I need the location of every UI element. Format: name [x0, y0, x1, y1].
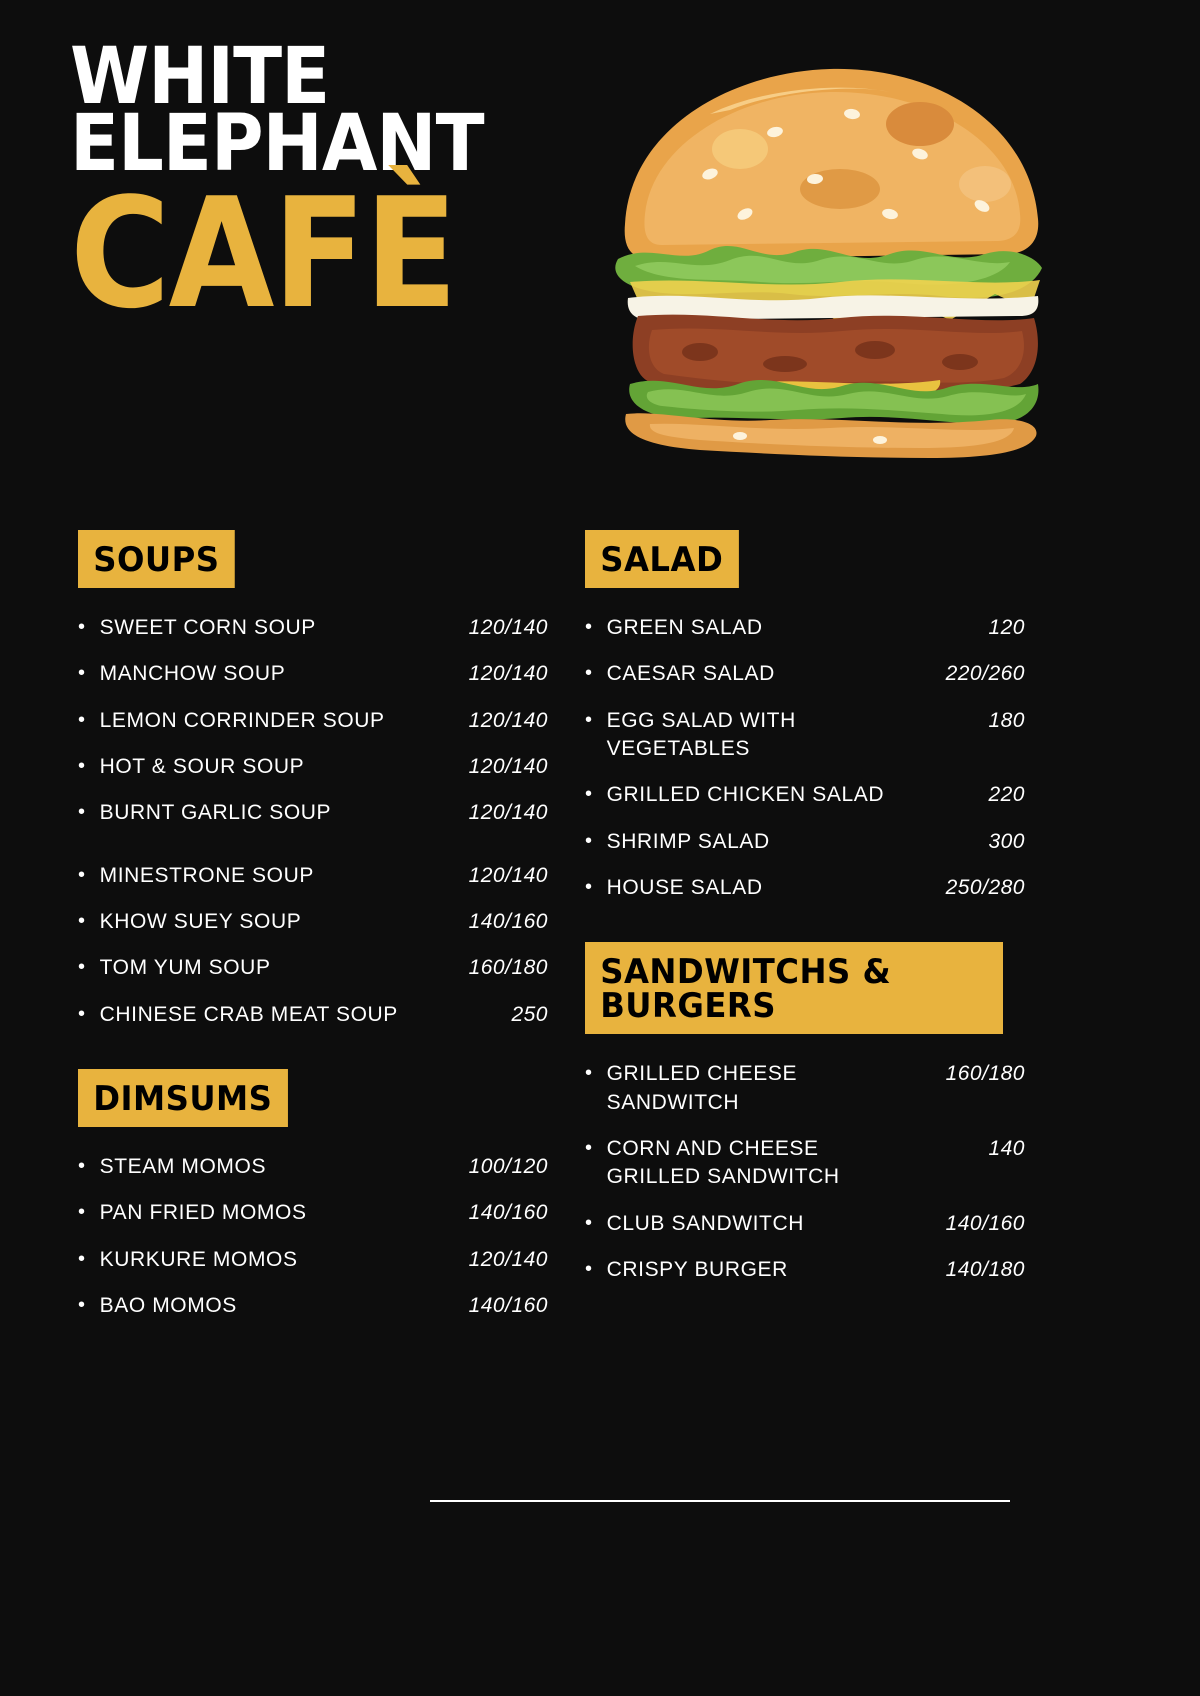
bullet-icon: • [585, 662, 593, 685]
brand-line-1: WHITE [70, 32, 330, 122]
item-name: MANCHOW SOUP [99, 662, 286, 686]
list-item[interactable] [78, 1292, 548, 1320]
bullet-icon: • [78, 755, 86, 778]
item-price: 300 [988, 829, 1025, 853]
list-item[interactable] [78, 707, 548, 735]
item-price: 120/140 [468, 708, 548, 732]
item-price: 120/140 [468, 662, 548, 686]
section-title-soups: SOUPS [78, 530, 235, 588]
item-price: 140/160 [468, 1201, 548, 1225]
item-name: EGG SALAD WITH VEGETABLES [606, 708, 796, 761]
section-title-sandwiches: SANDWITCHS & BURGERS [585, 942, 1003, 1034]
item-name: BAO MOMOS [99, 1294, 237, 1318]
bullet-icon: • [78, 801, 86, 824]
item-name: HOT & SOUR SOUP [99, 755, 305, 779]
item-price: 140/160 [468, 910, 548, 934]
item-name: STEAM MOMOS [99, 1155, 267, 1179]
item-name: PAN FRIED MOMOS [99, 1201, 307, 1225]
list-item[interactable] [78, 660, 548, 688]
brand-title [70, 32, 630, 343]
bullet-icon: • [78, 1294, 86, 1317]
list-item[interactable] [78, 954, 548, 982]
item-name: CAESAR SALAD [606, 662, 775, 686]
item-name: GRILLED CHICKEN SALAD [606, 783, 885, 807]
list-item[interactable] [78, 799, 548, 827]
bullet-icon: • [78, 1155, 86, 1178]
list-item[interactable] [585, 660, 1025, 688]
item-name: LEMON CORRINDER SOUP [99, 708, 385, 732]
item-name: BURNT GARLIC SOUP [99, 801, 332, 825]
list-item[interactable] [78, 753, 548, 781]
item-name: MINESTRONE SOUP [99, 863, 314, 887]
brand-line-3: CAFÈ [70, 165, 456, 343]
item-price: 250/280 [945, 876, 1025, 900]
item-name: CRISPY BURGER [606, 1258, 788, 1282]
section-title-dimsums: DIMSUMS [78, 1069, 288, 1127]
item-price: 250 [511, 1002, 548, 1026]
bullet-icon: • [585, 876, 593, 899]
item-price: 140 [988, 1137, 1025, 1161]
bullet-icon: • [585, 1258, 593, 1281]
menu-header [70, 32, 1130, 474]
soups-item-list [78, 614, 548, 1029]
section-title-salad: SALAD [585, 530, 738, 588]
item-price: 160/180 [945, 1062, 1025, 1086]
section-soups [78, 530, 548, 1029]
item-price: 140/160 [468, 1294, 548, 1318]
list-item[interactable] [585, 874, 1025, 902]
bullet-icon: • [78, 1201, 86, 1224]
bullet-icon: • [585, 783, 593, 806]
list-item[interactable] [585, 781, 1025, 809]
item-price: 120/140 [468, 863, 548, 887]
list-item[interactable] [78, 614, 548, 642]
item-name: KHOW SUEY SOUP [99, 910, 302, 934]
list-item[interactable] [585, 1256, 1025, 1284]
item-price: 120/140 [468, 616, 548, 639]
list-item[interactable] [78, 862, 548, 890]
item-price: 180 [988, 708, 1025, 732]
list-item[interactable] [585, 1210, 1025, 1238]
item-name: TOM YUM SOUP [99, 956, 271, 980]
item-name: CHINESE CRAB MEAT SOUP [99, 1002, 398, 1026]
item-price: 140/160 [945, 1211, 1025, 1235]
list-item[interactable] [78, 1199, 548, 1227]
sandwiches-item-list [585, 1060, 1025, 1284]
list-item[interactable] [585, 707, 1025, 764]
section-dimsums [78, 1069, 548, 1320]
bullet-icon: • [585, 1211, 593, 1234]
footer-divider [430, 1500, 1010, 1502]
list-item[interactable] [585, 614, 1025, 642]
list-item[interactable] [585, 828, 1025, 856]
list-item[interactable] [585, 1135, 1025, 1192]
item-price: 220/260 [945, 662, 1025, 686]
burger-illustration [590, 54, 1060, 464]
bullet-icon: • [585, 616, 593, 638]
item-price: 120/140 [468, 801, 548, 825]
bullet-icon: • [585, 708, 593, 731]
bullet-icon: • [78, 863, 86, 886]
menu-column-right [585, 530, 1025, 1302]
item-price: 160/180 [468, 956, 548, 980]
bullet-icon: • [78, 662, 86, 685]
bullet-icon: • [585, 1062, 593, 1085]
bullet-icon: • [585, 1137, 593, 1160]
list-item[interactable] [78, 908, 548, 936]
bullet-icon: • [585, 829, 593, 852]
bullet-icon: • [78, 708, 86, 731]
list-item[interactable] [78, 1153, 548, 1181]
item-name: GREEN SALAD [606, 616, 763, 639]
item-name: KURKURE MOMOS [99, 1247, 298, 1271]
bullet-icon: • [78, 1002, 86, 1025]
menu-column-left [78, 530, 548, 1338]
bullet-icon: • [78, 616, 86, 638]
item-name: SWEET CORN SOUP [99, 616, 316, 639]
item-price: 140/180 [945, 1258, 1025, 1282]
salad-item-list [585, 614, 1025, 902]
item-name: GRILLED CHEESE SANDWITCH [606, 1062, 798, 1114]
item-price: 120/140 [468, 755, 548, 779]
brand-line-2: ELEPHANT [70, 99, 484, 190]
section-salad [585, 530, 1025, 902]
bullet-icon: • [78, 910, 86, 933]
bullet-icon: • [78, 956, 86, 979]
list-item[interactable] [78, 1001, 548, 1029]
item-price: 120 [988, 616, 1025, 639]
item-name: CLUB SANDWITCH [606, 1211, 805, 1235]
section-sandwiches [585, 942, 1025, 1284]
list-item[interactable] [78, 1246, 548, 1274]
item-price: 100/120 [468, 1155, 548, 1179]
item-price: 220 [988, 783, 1025, 807]
list-item[interactable] [585, 1060, 1025, 1117]
item-price: 120/140 [468, 1247, 548, 1271]
item-name: HOUSE SALAD [606, 876, 763, 900]
item-name: CORN AND CHEESE GRILLED SANDWITCH [606, 1137, 840, 1189]
item-name: SHRIMP SALAD [606, 829, 770, 853]
bullet-icon: • [78, 1247, 86, 1270]
dimsums-item-list [78, 1153, 548, 1320]
